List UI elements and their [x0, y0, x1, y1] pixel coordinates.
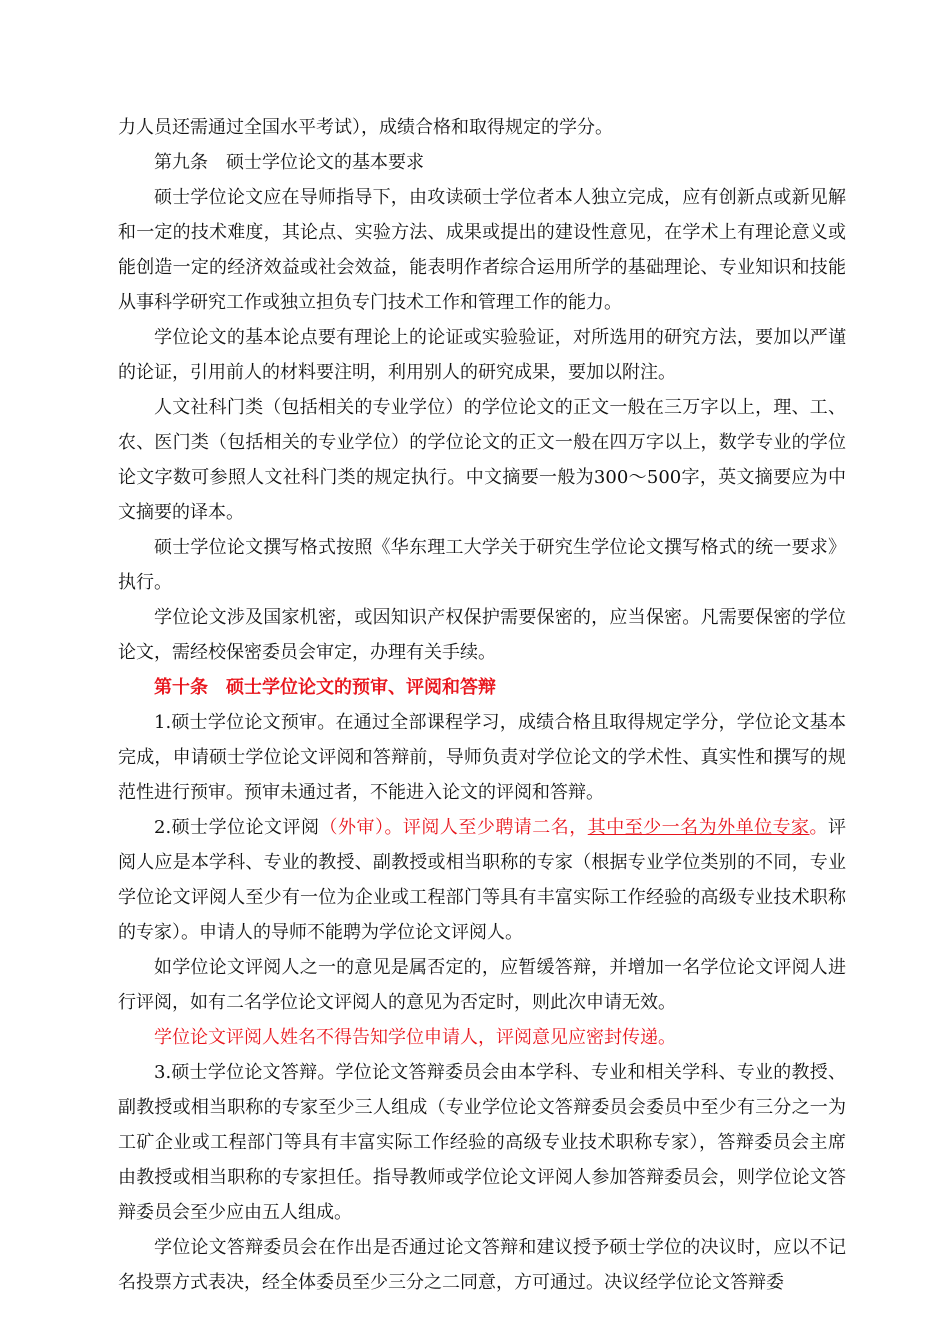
article-10-title: 第十条 硕士学位论文的预审、评阅和答辩: [154, 677, 496, 698]
review-qualifications: 评阅人应是本学科、专业的教授、副教授或相当职称的专家（根据专业学位类别的不同，专业学位论文评阅人至少有一位为企业或工程部门等具有丰富实际工作经验的高级专业技术职称的专家）。申请人的导师不能聘为学位论文评阅人。: [118, 817, 847, 943]
paragraph-word-count: 人文社科门类（包括相关的专业学位）的学位论文的正文一般在三万字以上，理、工、农、医门类（包括相关的专业学位）的学位论文的正文一般在四万字以上，数学专业的学位论文字数可参照人文社科门类的规定执行。中文摘要一般为300～500字，英文摘要应为中文摘要的译本。: [118, 397, 846, 523]
review-external-note: （外审）。评阅人至少聘请二名，: [319, 817, 588, 838]
review-period: 。: [809, 817, 829, 838]
article-9-title: 第九条 硕士学位论文的基本要求: [154, 152, 424, 173]
review-external-expert: 其中至少一名为外单位专家: [587, 817, 810, 838]
document-page: [118, 110, 846, 1300]
paragraph-review: [118, 810, 846, 950]
review-lead: 2.硕士学位论文评阅: [154, 817, 320, 838]
paragraph-format: 硕士学位论文撰写格式按照《华东理工大学关于研究生学位论文撰写格式的统一要求》执行。: [118, 537, 846, 593]
paragraph-continuation: 力人员还需通过全国水平考试），成绩合格和取得规定的学分。: [118, 117, 613, 138]
paragraph-confidentiality: 学位论文涉及国家机密，或因知识产权保护需要保密的，应当保密。凡需要保密的学位论文，需经校保密委员会审定，办理有关手续。: [118, 607, 846, 663]
paragraph-anonymity: 学位论文评阅人姓名不得告知学位申请人，评阅意见应密封传递。: [154, 1027, 676, 1048]
paragraph-defense: 3.硕士学位论文答辩。学位论文答辩委员会由本学科、专业和相关学科、专业的教授、副教授或相当职称的专家至少三人组成（专业学位论文答辩委员会委员中至少有三分之一为工矿企业或工程部门等具有丰富实际工作经验的高级专业技术职称专家），答辩委员会主席由教授或相当职称的专家担任。指导教师或学位论文评阅人参加答辩委员会，则学位论文答辩委员会至少应由五人组成。: [118, 1062, 846, 1223]
paragraph-voting: 学位论文答辩委员会在作出是否通过论文答辩和建议授予硕士学位的决议时，应以不记名投票方式表决，经全体委员至少三分之二同意，方可通过。决议经学位论文答辩委: [118, 1237, 846, 1293]
paragraph-argumentation: 学位论文的基本论点要有理论上的论证或实验验证，对所选用的研究方法，要加以严谨的论证，引用前人的材料要注明，利用别人的研究成果，要加以附注。: [118, 327, 846, 383]
paragraph-negative-opinion: 如学位论文评阅人之一的意见是属否定的，应暂缓答辩，并增加一名学位论文评阅人进行评阅，如有二名学位论文评阅人的意见为否定时，则此次申请无效。: [118, 957, 846, 1013]
paragraph-thesis-requirements: 硕士学位论文应在导师指导下，由攻读硕士学位者本人独立完成，应有创新点或新见解和一定的技术难度，其论点、实验方法、成果或提出的建设性意见，在学术上有理论意义或能创造一定的经济效益或社会效益，能表明作者综合运用所学的基础理论、专业知识和技能从事科学研究工作或独立担负专门技术工作和管理工作的能力。: [118, 187, 846, 313]
paragraph-pre-review: 1.硕士学位论文预审。在通过全部课程学习，成绩合格且取得规定学分，学位论文基本完成，申请硕士学位论文评阅和答辩前，导师负责对学位论文的学术性、真实性和撰写的规范性进行预审。预审未通过者，不能进入论文的评阅和答辩。: [118, 712, 846, 803]
